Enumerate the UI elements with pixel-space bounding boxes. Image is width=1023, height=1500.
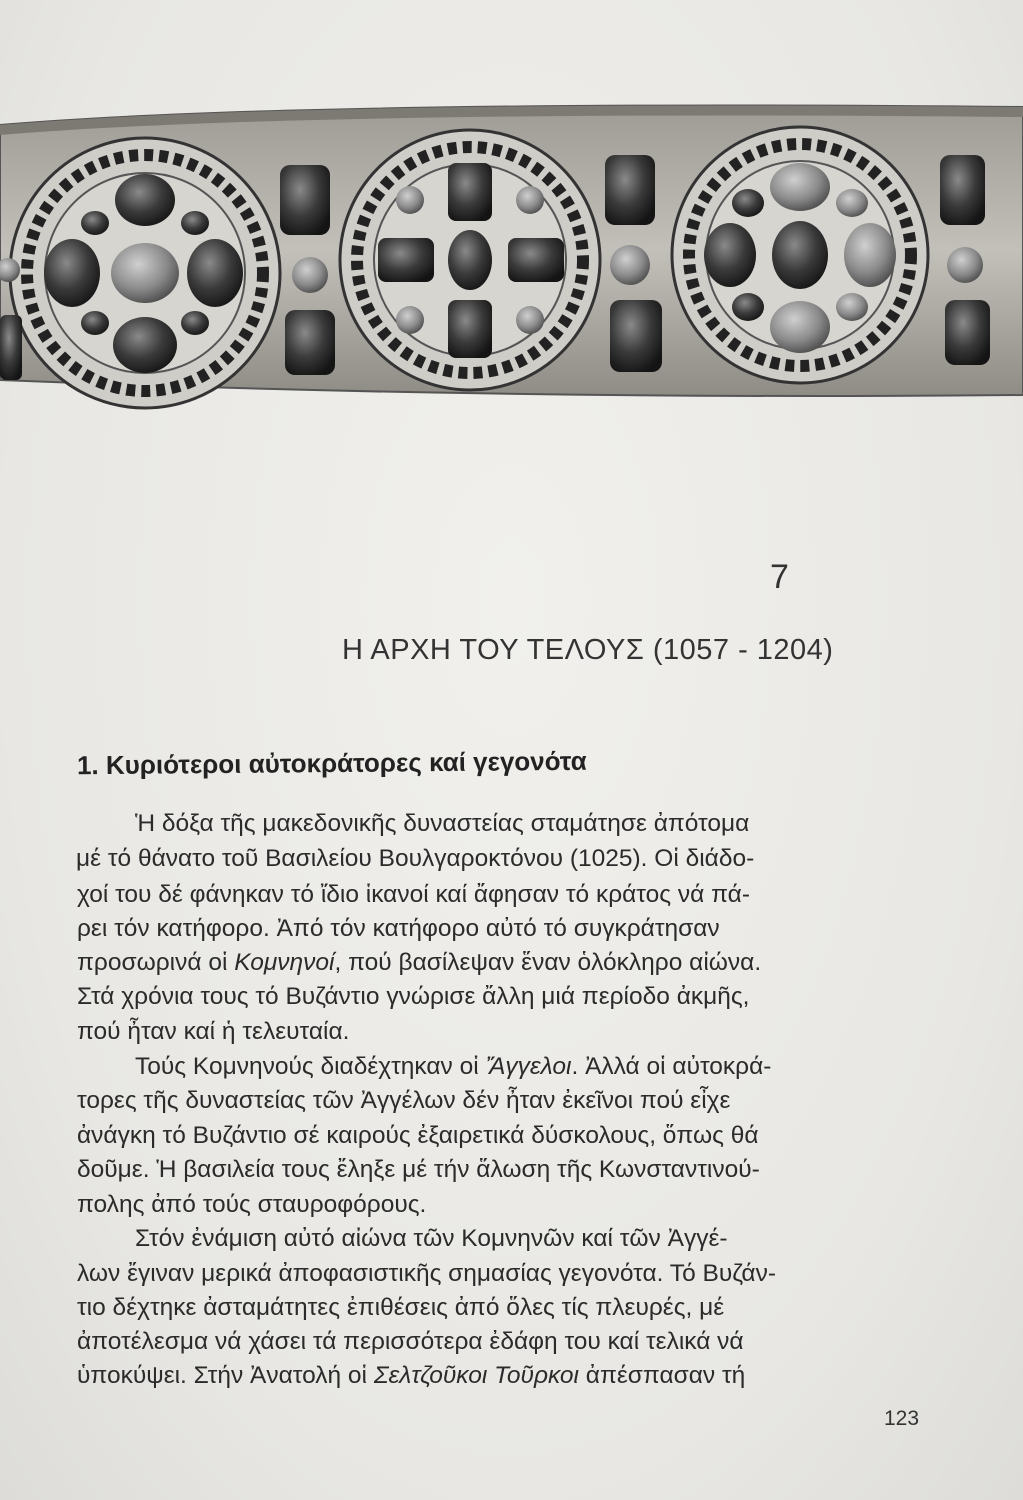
text-line: ρει τόν κατήφορο. Ἀπό τόν κατήφορο αὐτό τό συγκράτησαν [77,915,720,942]
text-line: Τούς Κομνηνούς διαδέχτηκαν οἱ Ἄγγελοι. Ἀλλά οἱ αὐτοκρά- [135,1053,772,1080]
page-number: 123 [884,1407,920,1430]
text-line: μέ τό θάνατο τοῦ Βασιλείου Βουλγαροκτόνου (1025). Οἱ διάδο- [76,845,755,872]
section-heading: 1. Κυριότεροι αὐτοκράτορες καί γεγονότα [76,745,587,781]
text-line: πού ἦταν καί ἡ τελευταία. [77,1018,350,1045]
emphasis-komnenoi: Κομνηνοί [234,949,335,976]
text-line: χοί του δέ φάνηκαν τό ἴδιο ἱκανοί καί ἄφησαν τό κράτος νά πά- [77,881,750,908]
text-line: πολης ἀπό τούς σταυροφόρους. [77,1191,427,1218]
chapter-title: Η ΑΡΧΗ ΤΟΥ ΤΕΛΟΥΣ (1057 - 1204) [342,634,834,666]
text-line: ἀποτέλεσμα νά χάσει τά περισσότερα ἐδάφη του καί τελικά νά [77,1328,744,1355]
text-line: Στόν ἐνάμιση αὐτό αἰώνα τῶν Κομνηνῶν καί τῶν Ἀγγέ- [135,1225,728,1252]
text-line: Ἡ δόξα τῆς μακεδονικῆς δυναστείας σταμάτησε ἀπότομα [135,810,750,837]
text-line: ἀνάγκη τό Βυζάντιο σέ καιρούς ἐξαιρετικά δύσκολους, ὅπως θά [77,1122,759,1149]
text-line: τιο δέχτηκε ἀσταμάτητες ἐπιθέσεις ἀπό ὅλες τίς πλευρές, μέ [77,1294,725,1321]
emphasis-seljuk-turks: Σελτζοῦκοι Τοῦρκοι [373,1362,579,1389]
medallion-right [672,127,928,383]
text-line: προσωρινά οἱ Κομνηνοί, πού βασίλεψαν ἕναν ὁλόκληρο αἰώνα. [77,949,762,976]
chapter-number: 7 [770,558,789,596]
medallion-center [340,130,600,390]
text-line: λων ἔγιναν μερικά ἀποφασιστικῆς σημασίας γεγονότα. Τό Βυζάν- [77,1260,776,1287]
medallion-left [10,138,280,408]
text-line: δοῦμε. Ἡ βασιλεία τους ἔληξε μέ τήν ἅλωση τῆς Κωνσταντινού- [77,1156,760,1183]
text-line: Στά χρόνια τους τό Βυζάντιο γνώρισε ἄλλη μιά περίοδο ἀκμῆς, [77,983,750,1010]
text-line: τορες τῆς δυναστείας τῶν Ἀγγέλων δέν ἦταν ἐκεῖνοι πού εἶχε [77,1087,731,1114]
emphasis-angeloi: Ἄγγελοι [485,1053,572,1080]
text-line: ὑποκύψει. Στήν Ἀνατολή οἱ Σελτζοῦκοι Τοῦρκοι ἀπέσπασαν τή [77,1362,746,1389]
jewelled-band-illustration [0,95,1023,415]
ornamental-jewelled-band [0,95,1023,415]
